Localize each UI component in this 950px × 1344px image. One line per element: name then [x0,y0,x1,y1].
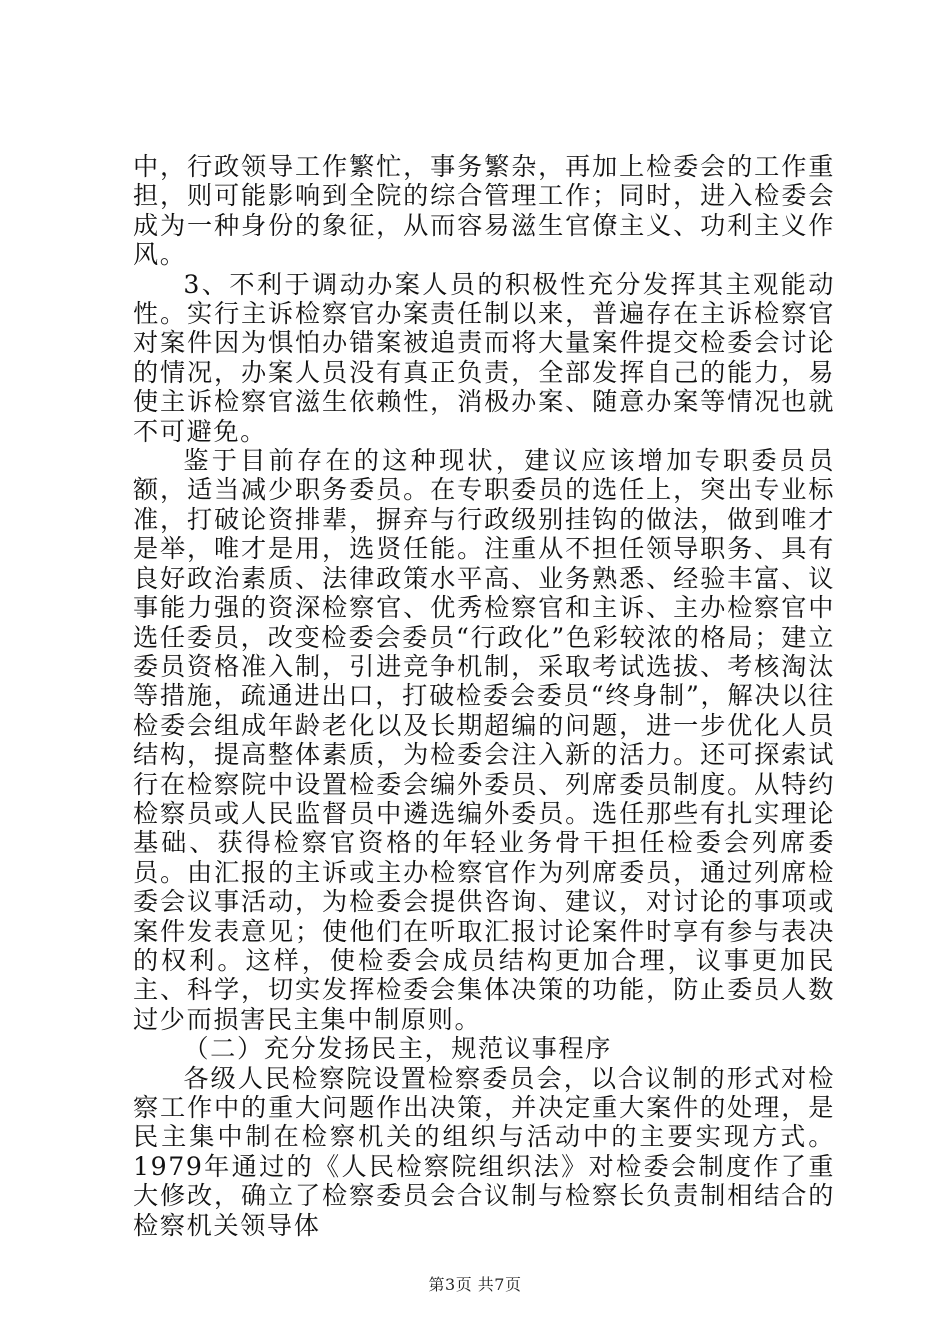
paragraph-3: 鉴于目前存在的这种现状，建议应该增加专职委员员额，适当减少职务委员。在专职委员的选任上，突出专业标准，打破论资排辈，摒弃与行政级别挂钩的做法，做到唯才是举，唯才是用，选贤任能。注重从不担任领导职务、具有良好政治素质、法律政策水平高、业务熟悉、经验丰富、议事能力强的资深检察官、优秀检察官和主诉、主办检察官中选任委员，改变检委会委员“行政化”色彩较浓的格局；建立委员资格准入制，引进竞争机制，采取考试选拔、考核淘汰等措施，疏通进出口，打破检委会委员“终身制”，解决以往检委会组成年龄老化以及长期超编的问题，进一步优化人员结构，提高整体素质，为检委会注入新的活力。还可探索试行在检察院中设置检委会编外委员、列席委员制度。从特约检察员或人民监督员中遴选编外委员。选任那些有扎实理论基础、获得检察官资格的年轻业务骨干担任检委会列席委员。由汇报的主诉或主办检察官作为列席委员，通过列席检委会议事活动，为检委会提供咨询、建议，对讨论的事项或案件发表意见；使他们在听取汇报讨论案件时享有参与表决的权利。这样，使检委会成员结构更加合理，议事更加民主、科学，切实发挥检委会集体决策的功能，防止委员人数过少而损害民主集中制原则。 [133,446,835,1034]
page-number-footer: 第3页 共7页 [428,1275,522,1294]
section-heading: （二）充分发扬民主，规范议事程序 [183,1034,612,1064]
paragraph-1: 中，行政领导工作繁忙，事务繁杂，再加上检委会的工作重担，则可能影响到全院的综合管理工作；同时，进入检委会成为一种身份的象征，从而容易滋生官僚主义、功利主义作风。 [133,152,835,270]
body-text [133,152,835,1240]
paragraph-4: 各级人民检察院设置检察委员会，以合议制的形式对检察工作中的重大问题作出决策，并决定重大案件的处理，是民主集中制在检察机关的组织与活动中的主要实现方式。1979年通过的《人民检察院组织法》对检委会制度作了重大修改，确立了检察委员会合议制与检察长负责制相结合的检察机关领导体 [133,1063,835,1240]
paragraph-2: 3、不利于调动办案人员的积极性充分发挥其主观能动性。实行主诉检察官办案责任制以来，普遍存在主诉检察官对案件因为惧怕办错案被追责而将大量案件提交检委会讨论的情况，办案人员没有真正负责，全部发挥自己的能力，易使主诉检察官滋生依赖性，消极办案、随意办案等情况也就不可避免。 [133,269,835,446]
